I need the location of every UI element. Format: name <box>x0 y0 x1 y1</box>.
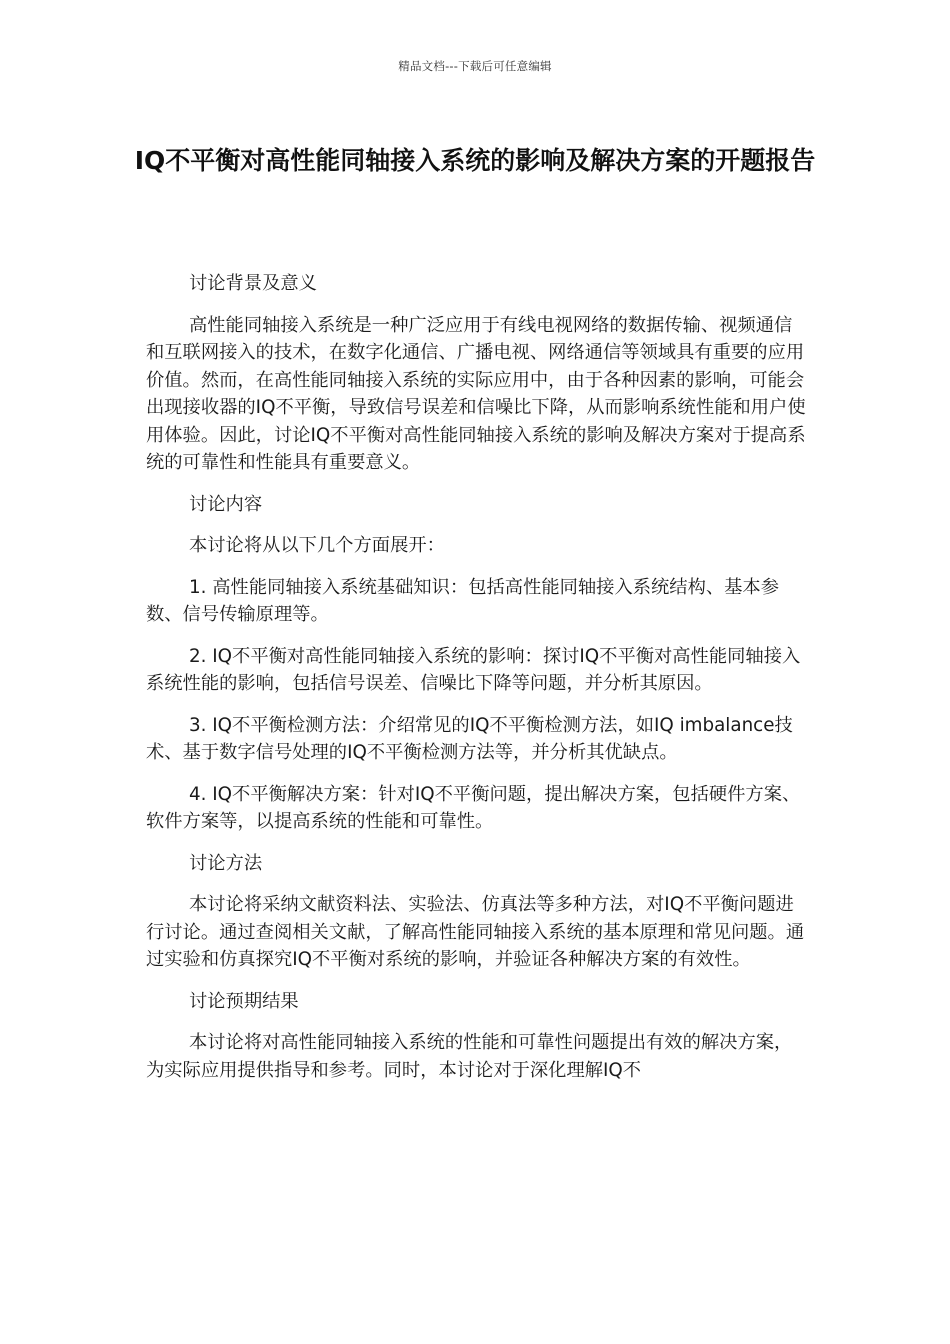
document-title: IQ不平衡对高性能同轴接入系统的影响及解决方案的开题报告 <box>134 146 816 175</box>
content-list-item: 1. 高性能同轴接入系统基础知识：包括高性能同轴接入系统结构、基本参数、信号传输原理等。 <box>146 576 779 625</box>
content-list-item: 4. IQ不平衡解决方案：针对IQ不平衡问题，提出解决方案，包括硬件方案、软件方案等，以提高系统的性能和可靠性。 <box>146 783 801 832</box>
method-paragraph: 本讨论将采纳文献资料法、实验法、仿真法等多种方法，对IQ不平衡问题进行讨论。通过查阅相关文献，了解高性能同轴接入系统的基本原理和常见问题。通过实验和仿真探究IQ不平衡对系统的影响，并验证各种解决方案的有效性。 <box>146 894 805 970</box>
section-heading-background: 讨论背景及意义 <box>189 273 317 294</box>
content-intro-paragraph: 本讨论将从以下几个方面展开： <box>189 535 445 556</box>
document-body <box>146 270 810 1098</box>
content-list-item: 3. IQ不平衡检测方法：介绍常见的IQ不平衡检测方法，如IQ imbalance技术、基于数字信号处理的IQ不平衡检测方法等，并分析其优缺点。 <box>146 714 793 763</box>
content-list-item: 2. IQ不平衡对高性能同轴接入系统的影响：探讨IQ不平衡对高性能同轴接入系统性能的影响，包括信号误差、信噪比下降等问题，并分析其原因。 <box>146 645 801 694</box>
header-note: 精品文档---下载后可任意编辑 <box>398 59 552 73</box>
section-heading-method: 讨论方法 <box>189 852 263 874</box>
expected-results-paragraph: 本讨论将对高性能同轴接入系统的性能和可靠性问题提出有效的解决方案，为实际应用提供指导和参考。同时，本讨论对于深化理解IQ不 <box>146 1032 793 1081</box>
background-paragraph: 高性能同轴接入系统是一种广泛应用于有线电视网络的数据传输、视频通信和互联网接入的技术，在数字化通信、广播电视、网络通信等领域具有重要的应用价值。然而，在高性能同轴接入系统的实际应用中，由于各种因素的影响，可能会出现接收器的IQ不平衡，导致信号误差和信噪比下降，从而影响系统性能和用户使用体验。因此，讨论IQ不平衡对高性能同轴接入系统的影响及解决方案对于提高系统的可靠性和性能具有重要意义。 <box>146 314 806 473</box>
section-heading-expected-results: 讨论预期结果 <box>189 990 299 1012</box>
section-heading-content: 讨论内容 <box>189 493 263 515</box>
